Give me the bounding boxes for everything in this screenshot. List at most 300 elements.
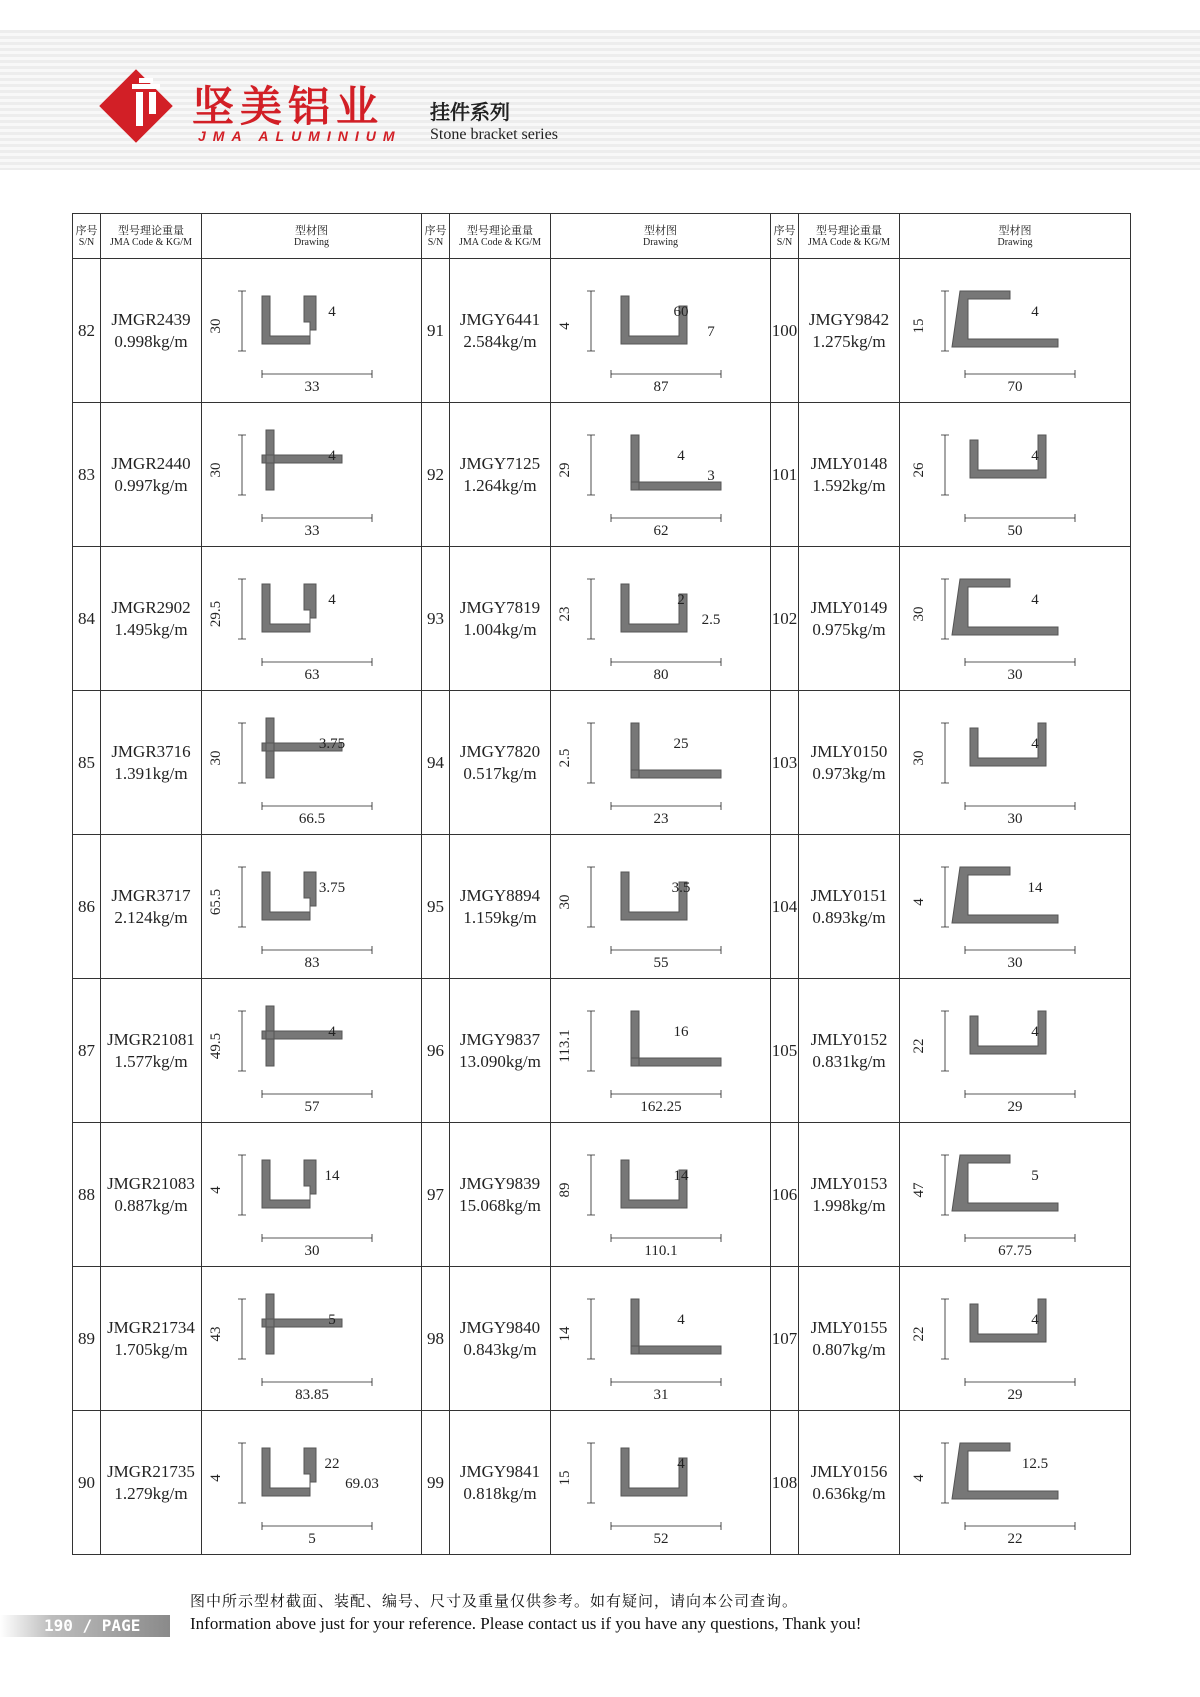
serial-number: 104 bbox=[771, 835, 799, 979]
dimension-label: 4 bbox=[207, 1185, 224, 1194]
profile-shape bbox=[262, 872, 316, 920]
dimension-label: 29.5 bbox=[207, 600, 224, 627]
profile-drawing bbox=[556, 842, 761, 972]
profile-drawing-cell bbox=[551, 1123, 771, 1267]
profile-drawing-cell bbox=[551, 547, 771, 691]
dimension-label: 4 bbox=[1031, 447, 1039, 464]
serial-number: 90 bbox=[73, 1411, 101, 1555]
profile-drawing bbox=[911, 1418, 1115, 1548]
product-code-cell bbox=[101, 691, 202, 835]
dimension-label: 12.5 bbox=[1021, 1455, 1049, 1472]
product-code: JMGY9837 bbox=[459, 1029, 541, 1049]
page-number: 190 / PAGE bbox=[44, 1616, 141, 1635]
table-row bbox=[73, 259, 1131, 403]
table-row bbox=[73, 835, 1131, 979]
table-row bbox=[73, 547, 1131, 691]
product-weight: 1.159kg/m bbox=[463, 907, 537, 927]
product-code-cell bbox=[101, 1411, 202, 1555]
serial-number: 86 bbox=[73, 835, 101, 979]
dimension-line bbox=[262, 514, 372, 522]
dimension-label: 30 bbox=[911, 750, 927, 765]
dimension-line bbox=[587, 291, 595, 351]
product-code: JMGY6441 bbox=[459, 309, 541, 329]
table-row bbox=[73, 403, 1131, 547]
dimension-line bbox=[238, 1155, 246, 1215]
product-code: JMLY0148 bbox=[810, 453, 888, 473]
profile-drawing-cell bbox=[551, 835, 771, 979]
profile-drawing bbox=[556, 1274, 761, 1404]
profile-drawing bbox=[207, 266, 412, 396]
dimension-label: 52 bbox=[653, 1530, 668, 1547]
profile-drawing-cell bbox=[900, 1267, 1131, 1411]
profile-drawing bbox=[556, 698, 761, 828]
product-weight: 1.998kg/m bbox=[812, 1195, 886, 1215]
dimension-label: 14 bbox=[1027, 879, 1043, 896]
product-weight: 0.636kg/m bbox=[812, 1483, 886, 1503]
dimension-label: 83.85 bbox=[294, 1386, 329, 1403]
product-code: JMGY9842 bbox=[808, 309, 890, 329]
dimension-line bbox=[587, 1155, 595, 1215]
dimension-label: 30 bbox=[1007, 666, 1023, 683]
dimension-label: 30 bbox=[556, 894, 573, 909]
dimension-label: 4 bbox=[676, 447, 685, 464]
serial-number: 82 bbox=[73, 259, 101, 403]
dimension-label: 50 bbox=[1007, 522, 1023, 539]
product-code: JMGY9841 bbox=[459, 1461, 541, 1481]
product-weight: 2.584kg/m bbox=[463, 331, 537, 351]
product-code: JMLY0150 bbox=[810, 741, 888, 761]
serial-number: 97 bbox=[422, 1123, 450, 1267]
profile-drawing-cell bbox=[202, 403, 422, 547]
product-weight: 1.705kg/m bbox=[114, 1339, 188, 1359]
product-code-cell bbox=[101, 403, 202, 547]
product-weight: 1.275kg/m bbox=[812, 331, 886, 351]
dimension-label: 14 bbox=[673, 1167, 688, 1184]
dimension-line bbox=[965, 802, 1075, 810]
dimension-label: 4 bbox=[1031, 303, 1039, 320]
dimension-line bbox=[587, 579, 595, 639]
product-code: JMGR21083 bbox=[107, 1173, 195, 1193]
header-sn: 序号 S/N bbox=[422, 214, 450, 259]
dimension-label: 29 bbox=[1007, 1386, 1023, 1403]
table-row bbox=[73, 1123, 1131, 1267]
product-weight: 1.004kg/m bbox=[463, 619, 537, 639]
dimension-line bbox=[965, 514, 1075, 522]
profile-drawing bbox=[911, 698, 1115, 828]
table-header-row bbox=[73, 214, 1131, 259]
product-weight: 0.843kg/m bbox=[463, 1339, 537, 1359]
table-row bbox=[73, 1411, 1131, 1555]
product-code: JMGR21735 bbox=[107, 1461, 195, 1481]
dimension-line bbox=[941, 1011, 949, 1071]
brand-name-en: JMA ALUMINIUM bbox=[198, 128, 402, 144]
dimension-label: 30 bbox=[207, 318, 224, 333]
product-weight: 1.495kg/m bbox=[114, 619, 188, 639]
dimension-label: 2.5 bbox=[556, 748, 573, 767]
product-code-cell bbox=[450, 403, 551, 547]
header-drawing: 型材图 Drawing bbox=[202, 214, 422, 259]
profile-drawing bbox=[207, 410, 412, 540]
dimension-line bbox=[941, 867, 949, 927]
product-code-cell bbox=[450, 835, 551, 979]
product-code: JMGR21081 bbox=[107, 1029, 195, 1049]
series-title-cn: 挂件系列 bbox=[430, 100, 510, 124]
serial-number: 99 bbox=[422, 1411, 450, 1555]
product-weight: 2.124kg/m bbox=[114, 907, 188, 927]
dimension-line bbox=[238, 435, 246, 495]
product-code-cell bbox=[799, 835, 900, 979]
header-band bbox=[0, 30, 1200, 170]
dimension-line bbox=[941, 723, 949, 783]
profile-drawing bbox=[911, 1130, 1115, 1260]
dimension-line bbox=[238, 723, 246, 783]
product-weight: 13.090kg/m bbox=[459, 1051, 541, 1071]
dimension-label: 30 bbox=[1007, 954, 1023, 971]
dimension-label: 5 bbox=[307, 1530, 316, 1547]
serial-number: 89 bbox=[73, 1267, 101, 1411]
profile-shape bbox=[262, 296, 316, 344]
product-weight: 0.997kg/m bbox=[114, 475, 188, 495]
product-weight: 1.592kg/m bbox=[812, 475, 886, 495]
profile-shape bbox=[262, 1160, 316, 1208]
dimension-label: 30 bbox=[304, 1242, 319, 1259]
profile-drawing-cell bbox=[202, 1267, 422, 1411]
dimension-label: 4 bbox=[1031, 591, 1039, 608]
dimension-label: 26 bbox=[911, 462, 927, 477]
dimension-line bbox=[238, 1443, 246, 1503]
profile-shape bbox=[952, 1155, 1058, 1211]
serial-number: 102 bbox=[771, 547, 799, 691]
profile-drawing bbox=[207, 1274, 412, 1404]
dimension-line bbox=[965, 1234, 1075, 1242]
product-code-cell bbox=[799, 403, 900, 547]
dimension-label: 3 bbox=[706, 467, 715, 484]
profile-drawing bbox=[911, 842, 1115, 972]
dimension-line bbox=[587, 435, 595, 495]
dimension-label: 15 bbox=[911, 318, 927, 333]
dimension-label: 30 bbox=[911, 606, 927, 621]
product-code: JMGY9840 bbox=[459, 1317, 541, 1337]
dimension-label: 65.5 bbox=[207, 888, 224, 915]
dimension-line bbox=[587, 1299, 595, 1359]
dimension-line bbox=[238, 1299, 246, 1359]
table-body bbox=[73, 259, 1131, 1555]
profile-drawing-cell bbox=[202, 691, 422, 835]
dimension-label: 14 bbox=[556, 1326, 573, 1341]
dimension-label: 70 bbox=[1007, 378, 1023, 395]
dimension-label: 47 bbox=[911, 1182, 927, 1197]
dimension-label: 16 bbox=[673, 1023, 688, 1040]
serial-number: 83 bbox=[73, 403, 101, 547]
profile-drawing-cell bbox=[551, 1267, 771, 1411]
product-weight: 0.998kg/m bbox=[114, 331, 188, 351]
dimension-label: 87 bbox=[653, 378, 668, 395]
serial-number: 85 bbox=[73, 691, 101, 835]
dimension-line bbox=[262, 1522, 372, 1530]
dimension-label: 89 bbox=[556, 1182, 573, 1197]
dimension-line bbox=[262, 1234, 372, 1242]
profile-shape bbox=[952, 579, 1058, 635]
profile-drawing-cell bbox=[202, 259, 422, 403]
dimension-label: 4 bbox=[676, 1311, 685, 1328]
dimension-line bbox=[941, 579, 949, 639]
dimension-label: 110.1 bbox=[643, 1242, 678, 1259]
product-code: JMGY7125 bbox=[459, 453, 541, 473]
dimension-line bbox=[611, 370, 721, 378]
product-code-cell bbox=[799, 691, 900, 835]
dimension-line bbox=[611, 658, 721, 666]
product-code-cell bbox=[450, 259, 551, 403]
serial-number: 92 bbox=[422, 403, 450, 547]
dimension-label: 30 bbox=[207, 462, 224, 477]
dimension-line bbox=[965, 1090, 1075, 1098]
dimension-line bbox=[262, 1090, 372, 1098]
product-weight: 15.068kg/m bbox=[459, 1195, 541, 1215]
product-code-cell bbox=[101, 1123, 202, 1267]
dimension-label: 4 bbox=[676, 1455, 685, 1472]
product-code: JMLY0151 bbox=[810, 885, 888, 905]
product-code-cell bbox=[450, 979, 551, 1123]
profile-drawing bbox=[207, 986, 412, 1116]
serial-number: 88 bbox=[73, 1123, 101, 1267]
dimension-label: 4 bbox=[327, 1023, 336, 1040]
dimension-line bbox=[941, 435, 949, 495]
serial-number: 106 bbox=[771, 1123, 799, 1267]
product-code-cell bbox=[450, 691, 551, 835]
product-code: JMGR3716 bbox=[111, 741, 191, 761]
dimension-line bbox=[941, 1299, 949, 1359]
profile-shape bbox=[631, 1299, 721, 1354]
dimension-label: 113.1 bbox=[556, 1028, 573, 1063]
dimension-label: 162.25 bbox=[639, 1098, 682, 1115]
profile-drawing bbox=[207, 842, 412, 972]
profile-drawing-cell bbox=[551, 691, 771, 835]
jma-logo-icon bbox=[126, 76, 166, 136]
serial-number: 103 bbox=[771, 691, 799, 835]
profile-drawing-cell bbox=[202, 1411, 422, 1555]
product-code: JMGY7819 bbox=[459, 597, 541, 617]
dimension-line bbox=[587, 867, 595, 927]
product-code-cell bbox=[101, 547, 202, 691]
dimension-label: 63 bbox=[304, 666, 319, 683]
product-weight: 0.887kg/m bbox=[114, 1195, 188, 1215]
product-weight: 1.264kg/m bbox=[463, 475, 537, 495]
table-row bbox=[73, 1267, 1131, 1411]
dimension-line bbox=[611, 946, 721, 954]
profile-drawing-cell bbox=[900, 403, 1131, 547]
profile-drawing bbox=[911, 986, 1115, 1116]
product-code-cell bbox=[101, 835, 202, 979]
product-code-cell bbox=[799, 1267, 900, 1411]
product-code-cell bbox=[450, 547, 551, 691]
dimension-line bbox=[941, 1443, 949, 1503]
product-code: JMGY8894 bbox=[459, 885, 541, 905]
serial-number: 107 bbox=[771, 1267, 799, 1411]
serial-number: 84 bbox=[73, 547, 101, 691]
profile-shape bbox=[262, 1448, 316, 1496]
table-row bbox=[73, 979, 1131, 1123]
product-weight: 0.517kg/m bbox=[463, 763, 537, 783]
dimension-line bbox=[611, 802, 721, 810]
dimension-line bbox=[262, 370, 372, 378]
profile-drawing bbox=[556, 410, 761, 540]
dimension-label: 4 bbox=[1031, 735, 1039, 752]
header-sn: 序号 S/N bbox=[771, 214, 799, 259]
profile-drawing bbox=[911, 554, 1115, 684]
header-code: 型号理论重量 JMA Code & KG/M bbox=[101, 214, 202, 259]
dimension-label: 14 bbox=[324, 1167, 339, 1184]
dimension-line bbox=[262, 1378, 372, 1386]
product-weight: 0.831kg/m bbox=[812, 1051, 886, 1071]
product-weight: 0.893kg/m bbox=[812, 907, 886, 927]
profile-drawing-cell bbox=[900, 547, 1131, 691]
dimension-line bbox=[262, 946, 372, 954]
serial-number: 100 bbox=[771, 259, 799, 403]
serial-number: 108 bbox=[771, 1411, 799, 1555]
dimension-line bbox=[587, 1443, 595, 1503]
profile-drawing-cell bbox=[202, 1123, 422, 1267]
dimension-label: 5 bbox=[1031, 1167, 1039, 1184]
dimension-label: 55 bbox=[653, 954, 668, 971]
profile-drawing bbox=[556, 986, 761, 1116]
header-code: 型号理论重量 JMA Code & KG/M bbox=[799, 214, 900, 259]
dimension-label: 30 bbox=[207, 750, 224, 765]
dimension-line bbox=[611, 1090, 721, 1098]
brand-name-cn: 坚美铝业 bbox=[192, 82, 385, 131]
profile-drawing bbox=[556, 1130, 761, 1260]
dimension-label: 49.5 bbox=[207, 1032, 224, 1059]
profile-drawing bbox=[911, 266, 1115, 396]
profile-drawing-cell bbox=[900, 259, 1131, 403]
dimension-line bbox=[238, 579, 246, 639]
dimension-line bbox=[611, 514, 721, 522]
dimension-label: 2 bbox=[676, 591, 685, 608]
dimension-line bbox=[965, 946, 1075, 954]
profile-drawing bbox=[207, 1130, 412, 1260]
dimension-label: 60 bbox=[673, 303, 688, 320]
dimension-line bbox=[941, 291, 949, 351]
product-code-cell bbox=[101, 259, 202, 403]
profile-drawing bbox=[556, 1418, 761, 1548]
product-weight: 0.975kg/m bbox=[812, 619, 886, 639]
dimension-line bbox=[611, 1378, 721, 1386]
profile-drawing-cell bbox=[900, 1123, 1131, 1267]
header-drawing: 型材图 Drawing bbox=[900, 214, 1131, 259]
dimension-label: 83 bbox=[304, 954, 319, 971]
dimension-label: 22 bbox=[324, 1455, 339, 1472]
dimension-label: 30 bbox=[1007, 810, 1023, 827]
dimension-label: 62 bbox=[653, 522, 668, 539]
profile-drawing bbox=[911, 410, 1115, 540]
dimension-line bbox=[965, 658, 1075, 666]
serial-number: 105 bbox=[771, 979, 799, 1123]
profile-drawing bbox=[556, 266, 761, 396]
dimension-label: 4 bbox=[327, 591, 336, 608]
dimension-line bbox=[262, 658, 372, 666]
product-code: JMLY0149 bbox=[810, 597, 888, 617]
dimension-line bbox=[965, 1378, 1075, 1386]
product-code-cell bbox=[799, 1411, 900, 1555]
product-weight: 0.973kg/m bbox=[812, 763, 886, 783]
dimension-label: 33 bbox=[304, 522, 319, 539]
product-weight: 1.279kg/m bbox=[114, 1483, 188, 1503]
product-code-cell bbox=[799, 979, 900, 1123]
dimension-label: 25 bbox=[673, 735, 688, 752]
product-weight: 1.391kg/m bbox=[114, 763, 188, 783]
dimension-line bbox=[238, 867, 246, 927]
dimension-line bbox=[611, 1234, 721, 1242]
dimension-line bbox=[965, 370, 1075, 378]
dimension-line bbox=[611, 1522, 721, 1530]
profile-drawing-cell bbox=[202, 547, 422, 691]
profile-drawing-cell bbox=[900, 979, 1131, 1123]
series-title-en: Stone bracket series bbox=[430, 126, 558, 143]
dimension-label: 66.5 bbox=[298, 810, 325, 827]
dimension-label: 3.75 bbox=[318, 879, 345, 896]
dimension-label: 80 bbox=[653, 666, 668, 683]
serial-number: 101 bbox=[771, 403, 799, 547]
table-row bbox=[73, 691, 1131, 835]
dimension-label: 23 bbox=[556, 606, 573, 621]
dimension-label: 15 bbox=[556, 1470, 573, 1485]
profile-drawing-cell bbox=[551, 259, 771, 403]
dimension-line bbox=[587, 1011, 595, 1071]
profile-drawing bbox=[556, 554, 761, 684]
dimension-line bbox=[238, 291, 246, 351]
product-code: JMGR21734 bbox=[107, 1317, 195, 1337]
product-code: JMGR2439 bbox=[111, 309, 191, 329]
product-code-cell bbox=[799, 1123, 900, 1267]
product-code: JMLY0156 bbox=[810, 1461, 888, 1481]
serial-number: 87 bbox=[73, 979, 101, 1123]
dimension-label: 4 bbox=[556, 321, 573, 330]
product-weight: 1.577kg/m bbox=[114, 1051, 188, 1071]
dimension-label: 69.03 bbox=[344, 1475, 379, 1492]
footer-note-en: Information above just for your reference. Please contact us if you have any questions, Thank you! bbox=[190, 1614, 862, 1633]
dimension-label: 5 bbox=[327, 1311, 336, 1328]
product-code-cell bbox=[799, 259, 900, 403]
dimension-label: 31 bbox=[653, 1386, 668, 1403]
product-code-cell bbox=[101, 1267, 202, 1411]
dimension-line bbox=[238, 1011, 246, 1071]
product-code: JMLY0155 bbox=[810, 1317, 888, 1337]
dimension-label: 3.5 bbox=[671, 879, 690, 896]
profile-drawing-cell bbox=[900, 835, 1131, 979]
product-code-cell bbox=[450, 1411, 551, 1555]
dimension-line bbox=[587, 723, 595, 783]
profile-drawing-cell bbox=[202, 979, 422, 1123]
product-table bbox=[72, 213, 1131, 1555]
profile-drawing bbox=[207, 698, 412, 828]
product-code-cell bbox=[450, 1267, 551, 1411]
product-weight: 0.818kg/m bbox=[463, 1483, 537, 1503]
product-code: JMGR2902 bbox=[111, 597, 191, 617]
dimension-label: 7 bbox=[706, 323, 715, 340]
serial-number: 98 bbox=[422, 1267, 450, 1411]
dimension-label: 29 bbox=[1007, 1098, 1023, 1115]
profile-drawing-cell bbox=[202, 835, 422, 979]
dimension-line bbox=[941, 1155, 949, 1215]
product-code-cell bbox=[101, 979, 202, 1123]
profile-drawing bbox=[207, 554, 412, 684]
dimension-line bbox=[262, 802, 372, 810]
dimension-label: 4 bbox=[327, 447, 336, 464]
serial-number: 91 bbox=[422, 259, 450, 403]
dimension-label: 43 bbox=[207, 1326, 224, 1341]
profile-drawing-cell bbox=[551, 403, 771, 547]
header-code: 型号理论重量 JMA Code & KG/M bbox=[450, 214, 551, 259]
serial-number: 96 bbox=[422, 979, 450, 1123]
